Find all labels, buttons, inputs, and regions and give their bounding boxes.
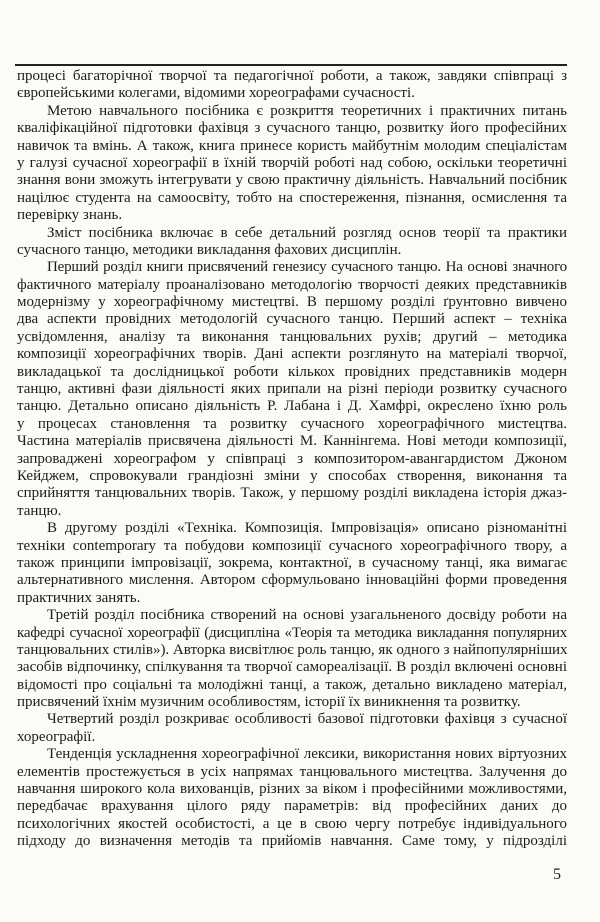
text-line: запроваджені хореографом у співпраці з композитором-авангардистом Джоном	[17, 450, 567, 467]
text-line: Третій розділ посібника створений на основі узагальненого досвіду роботи на	[47, 607, 567, 624]
text-line: у процесах становлення та розвитку сучасного хореографічного мистецтва.	[17, 415, 567, 432]
text-line: модернізму у хореографічному мистецтві. В першому розділі ґрунтовно вивчено	[17, 294, 567, 311]
text-line: навчання широкого кола вихованців, різних за віком і професійними можливостями,	[17, 781, 567, 798]
text-line: альтернативного мислення. Автором сформульовано інноваційні форми проведення	[17, 572, 567, 589]
text-line: викладацької та дослідницької роботи кількох провідних представників модерн	[17, 363, 567, 380]
paragraph	[17, 103, 567, 225]
text-line: хореографії.	[17, 728, 96, 745]
paragraph	[17, 711, 567, 746]
paragraph	[17, 746, 567, 850]
text-line: кваліфікаційної підготовки фахівця з сучасного танцю, розвитку його професійних	[17, 120, 567, 137]
text-line: два аспекти провідних методологій сучасного танцю. Перший аспект – техніка	[17, 311, 567, 328]
text-line: танцю.	[17, 502, 62, 519]
paragraph	[17, 68, 567, 103]
text-line: у галузі сучасної хореографії в їхній творчій роботі над собою, оскільки теоретичні	[17, 154, 567, 171]
text-line: також принципи імпровізації, зокрема, контактної, в сучасному танці, яка вимагає	[17, 554, 567, 571]
text-line: кафедрі сучасної хореографії (дисципліна «Теорія та методика викладання популярних	[17, 624, 567, 641]
text-line: техніки contemporary та побудови композиції сучасного хореографічного твору, а	[17, 537, 567, 554]
text-line: Метою навчального посібника є розкриття теоретичних і практичних питань	[47, 102, 567, 119]
text-line: Частина матеріалів присвячена діяльності М. Каннінгема. Нові методи композиції,	[17, 433, 567, 450]
text-line: навичок та вмінь. А також, книга принесе користь майбутнім молодим спеціалістам	[17, 137, 567, 154]
paragraph	[17, 225, 567, 260]
text-line: Перший розділ книги присвячений генезису сучасного танцю. На основі значного	[47, 259, 567, 276]
body-text	[17, 68, 567, 851]
text-line: присвячений їхнім музичним особливостям, історії їх виникнення та розвитку.	[17, 694, 521, 711]
paragraph	[17, 607, 567, 711]
text-line: танцювальних стилів»). Авторка висвітлює роль танцю, як одного з найпопулярніших	[17, 641, 568, 658]
text-line: танцю, активні фази діяльності яких припали на різні періоди розвитку сучасного	[17, 381, 567, 398]
text-line: передбачає врахування цілого ряду параметрів: від професійних даних до	[17, 798, 567, 815]
text-line: відомості про соціальні та молодіжні танці, а також, детально викладено матеріал,	[17, 676, 567, 693]
text-line: Тенденція ускладнення хореографічної лексики, використання нових віртуозних	[47, 746, 567, 763]
text-line: усвідомлення, аналізу та виконання танцювальних рухів; другий – методика	[17, 328, 567, 345]
text-line: фактичного матеріалу проаналізовано методологію творчості деяких представників	[17, 276, 567, 293]
text-line: композиції хореографічних творів. Дані аспекти розглянуто на матеріалі творчої,	[17, 346, 567, 363]
paragraph	[17, 520, 567, 607]
text-line: європейськими колегами, відомими хореографами сучасності.	[17, 85, 415, 102]
text-line: знання вони зможуть інтегрувати у свою практичну діяльність. Навчальний посібник	[17, 172, 567, 189]
text-line: Четвертий розділ розкриває особливості базової підготовки фахівця з сучасної	[47, 711, 567, 728]
text-line: націлює студента на самоосвіту, тобто на спостереження, пізнання, осмислення та	[17, 189, 567, 206]
text-line: підходу до визначення методів та прийомів навчання. Саме тому, у підрозділі	[17, 833, 567, 850]
text-line: сучасного танцю, методики викладання фахових дисциплін.	[17, 241, 402, 258]
text-line: перевірку знань.	[17, 207, 123, 224]
page-number: 5	[553, 866, 561, 883]
text-line: В другому розділі «Техніка. Композиція. Імпровізація» описано різноманітні	[47, 520, 567, 537]
header-rule	[15, 64, 567, 66]
text-line: танцю. Детально описано діяльність Р. Лабана і Д. Хамфрі, окреслено їхню роль	[17, 398, 567, 415]
text-line: сприйняття танцювальних творів. Також, у першому розділі викладена історія джаз-	[17, 485, 567, 502]
text-line: практичних занять.	[17, 589, 141, 606]
text-line: Зміст посібника включає в себе детальний розгляд основ теорії та практики	[47, 224, 567, 241]
text-line: психологічних якостей особистості, а це в свою чергу потребує індивідуального	[17, 815, 567, 832]
paragraph	[17, 259, 567, 520]
text-line: елементів простежується в усіх напрямах танцювального мистецтва. Залучення до	[17, 763, 567, 780]
text-line: засобів відпочинку, спілкування та творчої самореалізації. В розділ включені основні	[17, 659, 567, 676]
text-line: Кейджем, спровокували грандіозні зміни у способах створення, виконання та	[17, 467, 567, 484]
text-line: процесі багаторічної творчої та педагогічної роботи, а також, завдяки співпраці з	[17, 68, 567, 84]
